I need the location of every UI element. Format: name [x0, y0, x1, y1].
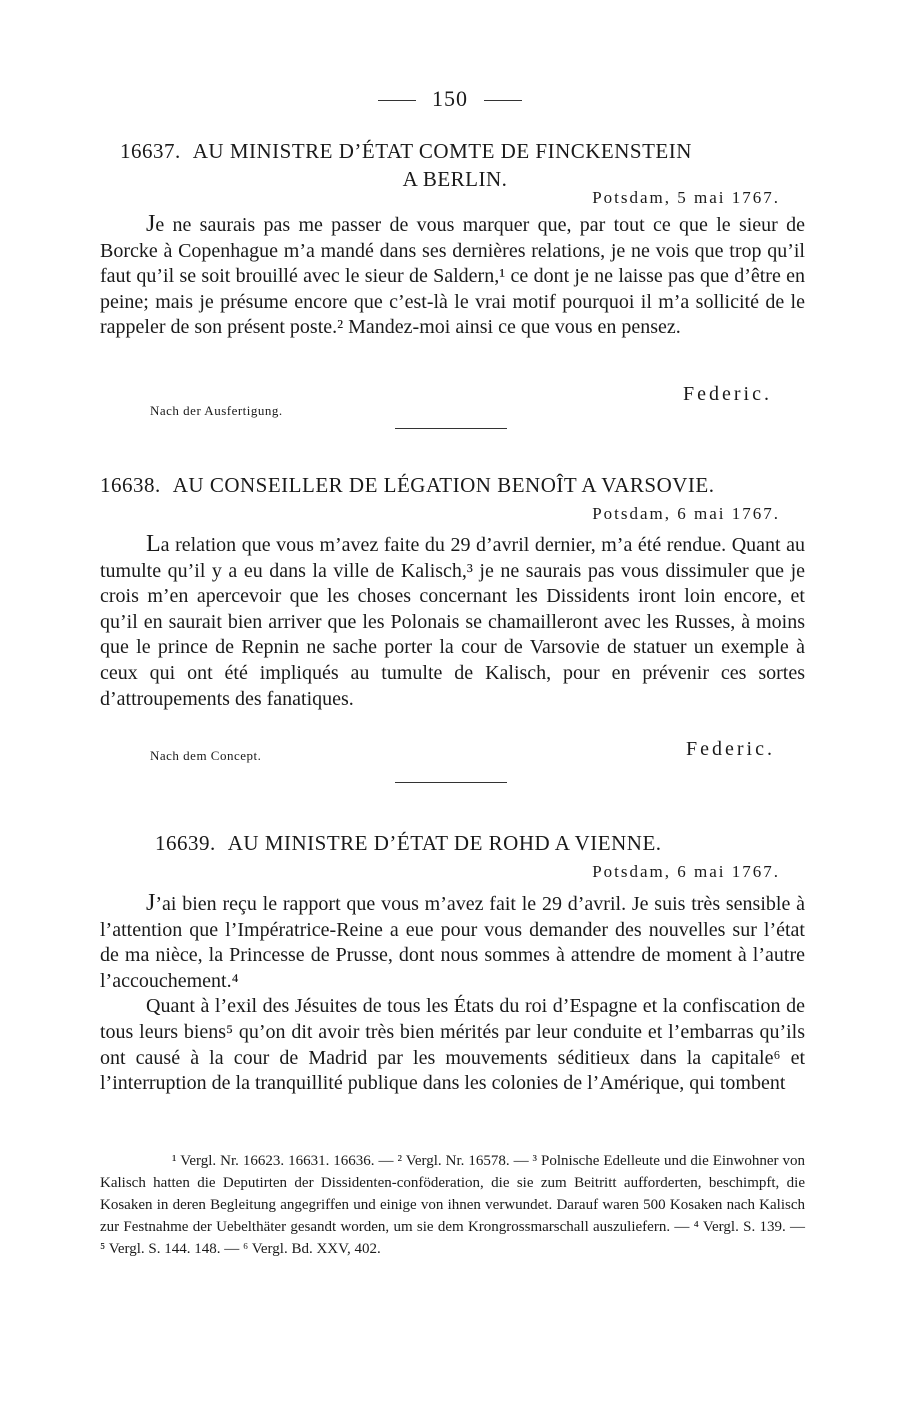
section-divider — [395, 782, 507, 783]
letter-initial: J — [146, 211, 156, 237]
letter-number: 16637. — [120, 139, 181, 163]
letter-body-16639 — [100, 891, 805, 1097]
letter-dateline: Potsdam, 6 mai 1767. — [592, 862, 780, 881]
page-number-dash-left — [378, 100, 416, 101]
source-note: Nach dem Concept. — [150, 748, 262, 763]
source-note: Nach der Ausfertigung. — [150, 403, 283, 418]
signature: Federic. — [686, 738, 775, 760]
section-divider — [395, 428, 507, 429]
letter-text-paragraph-2: Quant à l’exil des Jésuites de tous les États du roi d’Espagne et la confiscation de tous leurs biens⁵ qu’on dit avoir très bien mérités par leur conduite et l’embarras qu’ils ont causé à la cour de Madrid par les mouvements séditieux dans la capitale⁶ et l’interruption de la tranquillité publique dans les colonies de l’Amérique, qui tombent — [100, 995, 805, 1095]
letter-dateline: Potsdam, 5 mai 1767. — [592, 188, 780, 207]
letter-body-16638 — [100, 532, 805, 712]
letter-addressee-place: A BERLIN. — [402, 167, 508, 191]
letter-heading-16638 — [100, 471, 805, 499]
letter-text: ’ai bien reçu le rapport que vous m’avez fait le 29 d’avril. Je suis très sensible à l’attention que l’Impératrice-Reine a eue pour vous demander des nouvelles sur l’état de ma nièce, la Princesse de Prusse, dont nous sommes à attendre de moment à l’autre l’accouchement.⁴ — [100, 893, 805, 992]
letter-number: 16638. — [100, 473, 161, 497]
letter-addressee: AU MINISTRE D’ÉTAT DE ROHD A VIENNE. — [227, 831, 662, 855]
footnotes — [100, 1150, 805, 1260]
letter-heading-16639 — [155, 829, 795, 857]
letter-addressee: AU MINISTRE D’ÉTAT COMTE DE FINCKENSTEIN — [192, 139, 692, 163]
letter-initial: L — [146, 531, 161, 557]
letter-text: e ne saurais pas me passer de vous marquer que, par tout ce que le sieur de Borcke à Copenhague m’a mandé dans ses dernières relations, je ne vois que trop qu’il faut qu’il se soit brouillé avec le sieur de Saldern,¹ ce dont je ne laisse pas que d’être en peine; mais je présume encore que c’est-là le vrai motif pourquoi il m’a sollicité de le rappeler de son présent poste.² Mandez-moi ainsi ce que vous en pensez. — [100, 214, 805, 339]
page-number-dash-right — [484, 100, 522, 101]
letter-dateline: Potsdam, 6 mai 1767. — [592, 504, 780, 523]
letter-text: a relation que vous m’avez faite du 29 d’avril dernier, m’a été rendue. Quant au tumulte qu’il y a eu dans la ville de Kalisch,³ je ne saurais pas vous dissimuler que je crois m’en apercevoir que les choses concernant les Dissidents iront loin encore, et qu’il en saurait bien arriver que les Polonais se chamailleront avec les Russes, à moins que le prince de Repnin ne sache porter la cour de Varsovie de statuer un exemple à ceux qui ont été impliqués au tumulte de Kalisch, pour en prévenir ces sortes d’attroupements des fanatiques. — [100, 534, 805, 710]
letter-heading-16637 — [120, 137, 790, 193]
letter-body-16637 — [100, 212, 805, 341]
footnote-text: ¹ Vergl. Nr. 16623. 16631. 16636. — ² Vergl. Nr. 16578. — ³ Polnische Edelleute und die Einwohner von Kalisch hatten die Deputirten der Dissidenten-conföderation, die sie zum Beitritt aufforderten, beschimpft, die Kosaken in deren Begleitung angegriffen und einige von ihnen verwundet. Darauf waren 500 Kosaken nach Kalisch zur Festnahme der Uebelthäter gesandt worden, um sie dem Krongrossmarschall auszuliefern. — ⁴ Vergl. S. 139. — ⁵ Vergl. S. 144. 148. — ⁶ Vergl. Bd. XXV, 402. — [100, 1153, 805, 1257]
letter-addressee: AU CONSEILLER DE LÉGATION BENOÎT A VARSOVIE. — [172, 473, 715, 497]
page-number: 150 — [0, 86, 900, 112]
signature: Federic. — [683, 383, 772, 405]
letter-initial: J — [146, 890, 156, 916]
letter-number: 16639. — [155, 831, 216, 855]
